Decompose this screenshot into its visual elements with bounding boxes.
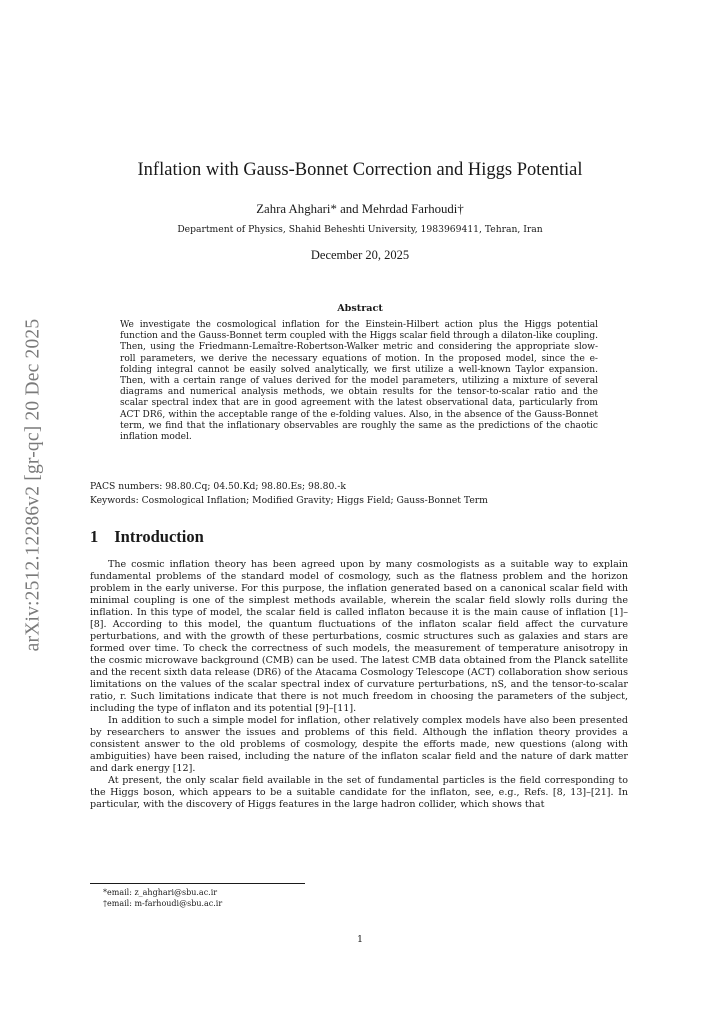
author-affiliation: Department of Physics, Shahid Beheshti University, 1983969411, Tehran, Iran	[177, 224, 543, 235]
section-number: 1	[90, 527, 99, 546]
page-number: 1	[356, 934, 364, 945]
arxiv-identifier: arXiv:2512.12286v2 [gr-qc] 20 Dec 2025	[22, 318, 43, 652]
paragraph: At present, the only scalar field available in the set of fundamental particles is the field corresponding to the Higgs boson, which appears to be a suitable candidate for the inflaton, see, e.g., Refs. [8, 13]–[21]. In particular, with the discovery of Higgs features in the large hadron collider, which shows that	[90, 775, 628, 811]
paper-authors: Zahra Ahghari* and Mehrdad Farhoudi†	[256, 202, 464, 216]
footnotes	[103, 887, 222, 909]
paragraph: In addition to such a simple model for inflation, other relatively complex models have also been presented by researchers to answer the issues and problems of this field. Although the inflation theory provides a consistent answer to the old problems of cosmology, despite the efforts made, new questions (along with ambiguities) have been raised, including the nature of the inflaton scalar field and the nature of dark matter and dark energy [12].	[90, 715, 628, 775]
paper-date: December 20, 2025	[310, 248, 410, 262]
section-title: Introduction	[114, 527, 204, 546]
section-body	[90, 559, 628, 811]
keywords: Keywords: Cosmological Inflation; Modified Gravity; Higgs Field; Gauss-Bonnet Term	[90, 495, 488, 506]
footnote-divider	[90, 883, 305, 884]
pacs-numbers: PACS numbers: 98.80.Cq; 04.50.Kd; 98.80.Es; 98.80.-k	[90, 481, 346, 492]
paragraph: The cosmic inflation theory has been agreed upon by many cosmologists as a suitable way to explain fundamental problems of the standard model of cosmology, such as the flatness problem and the horizon problem in the early universe. For this purpose, the inflation generated based on a canonical scalar field with minimal coupling is one of the simplest methods available, wherein the scalar field slowly rolls during the inflation. In this type of model, the scalar field is called inflaton because it is the main cause of inflation [1]–[8]. According to this model, the quantum fluctuations of the inflaton scalar field affect the curvature perturbations, and with the growth of these perturbations, cosmic structures such as galaxies and stars are formed over time. To check the correctness of such models, the measurement of temperature anisotropy in the cosmic microwave background (CMB) can be used. The latest CMB data obtained from the Planck satellite and the recent sixth data release (DR6) of the Atacama Cosmology Telescope (ACT) collaboration show serious limitations on the values of the scalar spectral index of curvature perturbations, nS, and the tensor-to-scalar ratio, r. Such limitations indicate that there is not much freedom in choosing the parameters of the subject, including the type of inflaton and its potential [9]–[11].	[90, 559, 628, 715]
footnote-email-2: †email: m-farhoudi@sbu.ac.ir	[103, 899, 223, 908]
arxiv-identifier-stamp	[13, 300, 53, 670]
paper-title: Inflation with Gauss-Bonnet Correction and Higgs Potential	[137, 160, 583, 180]
abstract-heading: Abstract	[337, 303, 383, 314]
footnote-email-1: *email: z_ahghari@sbu.ac.ir	[103, 888, 218, 897]
abstract-text: We investigate the cosmological inflation for the Einstein-Hilbert action plus the Higgs potential function and the Gauss-Bonnet term coupled with the Higgs scalar field through a dilaton-like coupling. Then, using the Friedmann-Lemaître-Robertson-Walker metric and considering the appropriate slow-roll parameters, we derive the necessary equations of motion. In the proposed model, since the e-folding integral cannot be easily solved analytically, we first utilize a well-known Taylor expansion. Then, with a certain range of values derived for the model parameters, utilizing a mixture of several diagrams and numerical analysis methods, we obtain results for the tensor-to-scalar ratio and the scalar spectral index that are in good agreement with the latest observational data, particularly from ACT DR6, within the acceptable range of the e-folding values. Also, in the absence of the Gauss-Bonnet term, we find that the inflationary observables are roughly the same as the predictions of the chaotic inflation model.	[120, 320, 598, 443]
section-heading	[90, 527, 204, 547]
